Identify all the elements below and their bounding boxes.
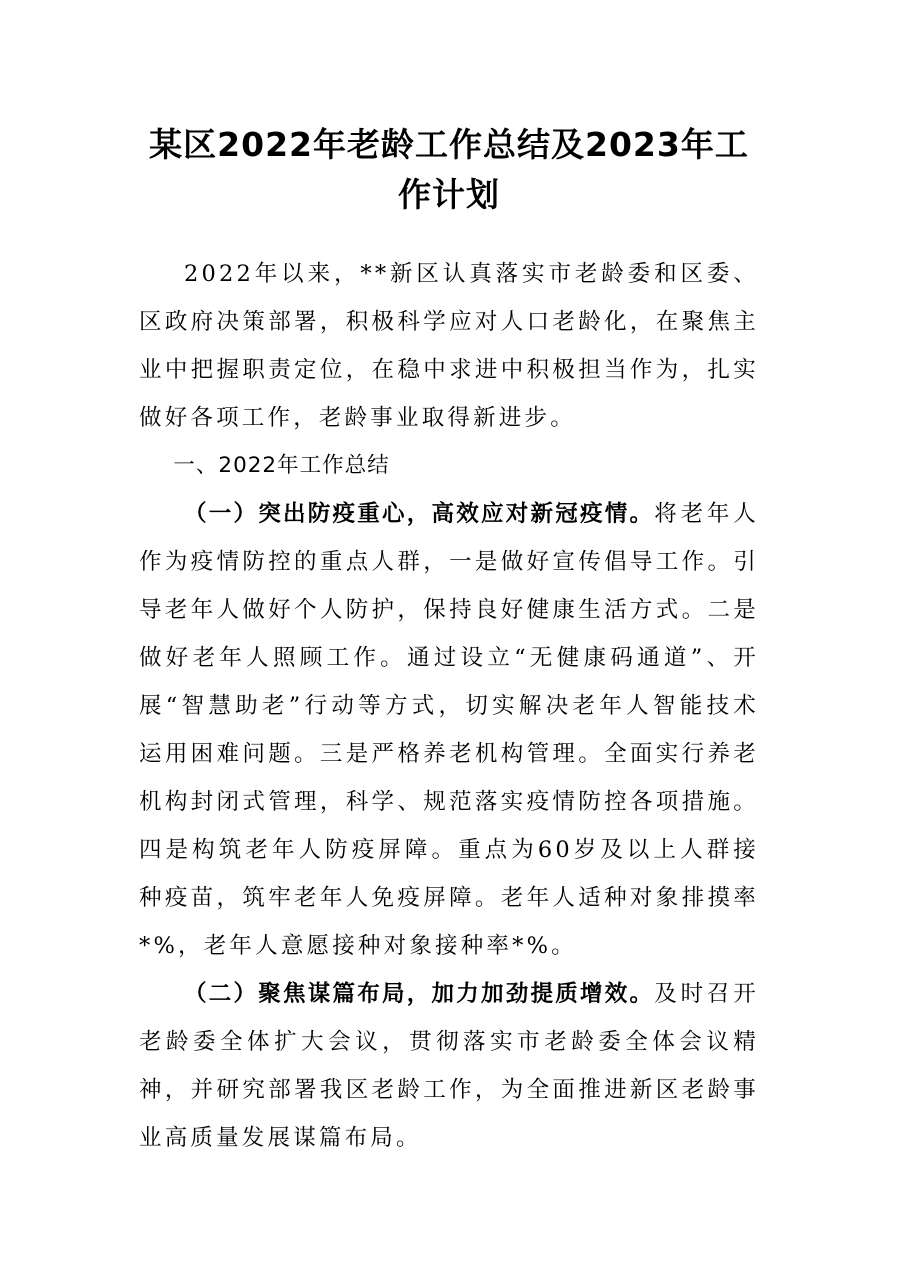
section-paragraph-1 [139, 490, 759, 970]
document-title: 某区2022年老龄工作总结及2023年工作计划 [149, 125, 749, 214]
section-lead-2: （二）聚焦谋篇布局，加力加劲提质增效。 [184, 981, 655, 1007]
section-lead-1: （一）突出防疫重心，高效应对新冠疫情。 [184, 501, 655, 527]
section-paragraph-2 [139, 970, 759, 1162]
section-text-2: 及时召开老龄委全体扩大会议，贯彻落实市老龄委全体会议精神，并研究部署我区老龄工作，为全面推进新区老龄事业高质量发展谋篇布局。 [139, 981, 759, 1151]
section-heading: 一、2022年工作总结 [173, 453, 390, 478]
section-text-1: 将老年人作为疫情防控的重点人群，一是做好宣传倡导工作。引导老年人做好个人防护，保持良好健康生活方式。二是做好老年人照顾工作。通过设立“无健康码通道”、开展“智慧助老”行动等方式，切实解决老年人智能技术运用困难问题。三是严格养老机构管理。全面实行养老机构封闭式管理，科学、规范落实疫情防控各项措施。四是构筑老年人防疫屏障。重点为60岁及以上人群接种疫苗，筑牢老年人免疫屏障。老年人适种对象排摸率*%，老年人意愿接种对象接种率*%。 [139, 501, 759, 959]
intro-paragraph: 2022年以来，**新区认真落实市老龄委和区委、区政府决策部署，积极科学应对人口老龄化，在聚焦主业中把握职责定位，在稳中求进中积极担当作为，扎实做好各项工作，老龄事业取得新进步。 [139, 261, 759, 431]
